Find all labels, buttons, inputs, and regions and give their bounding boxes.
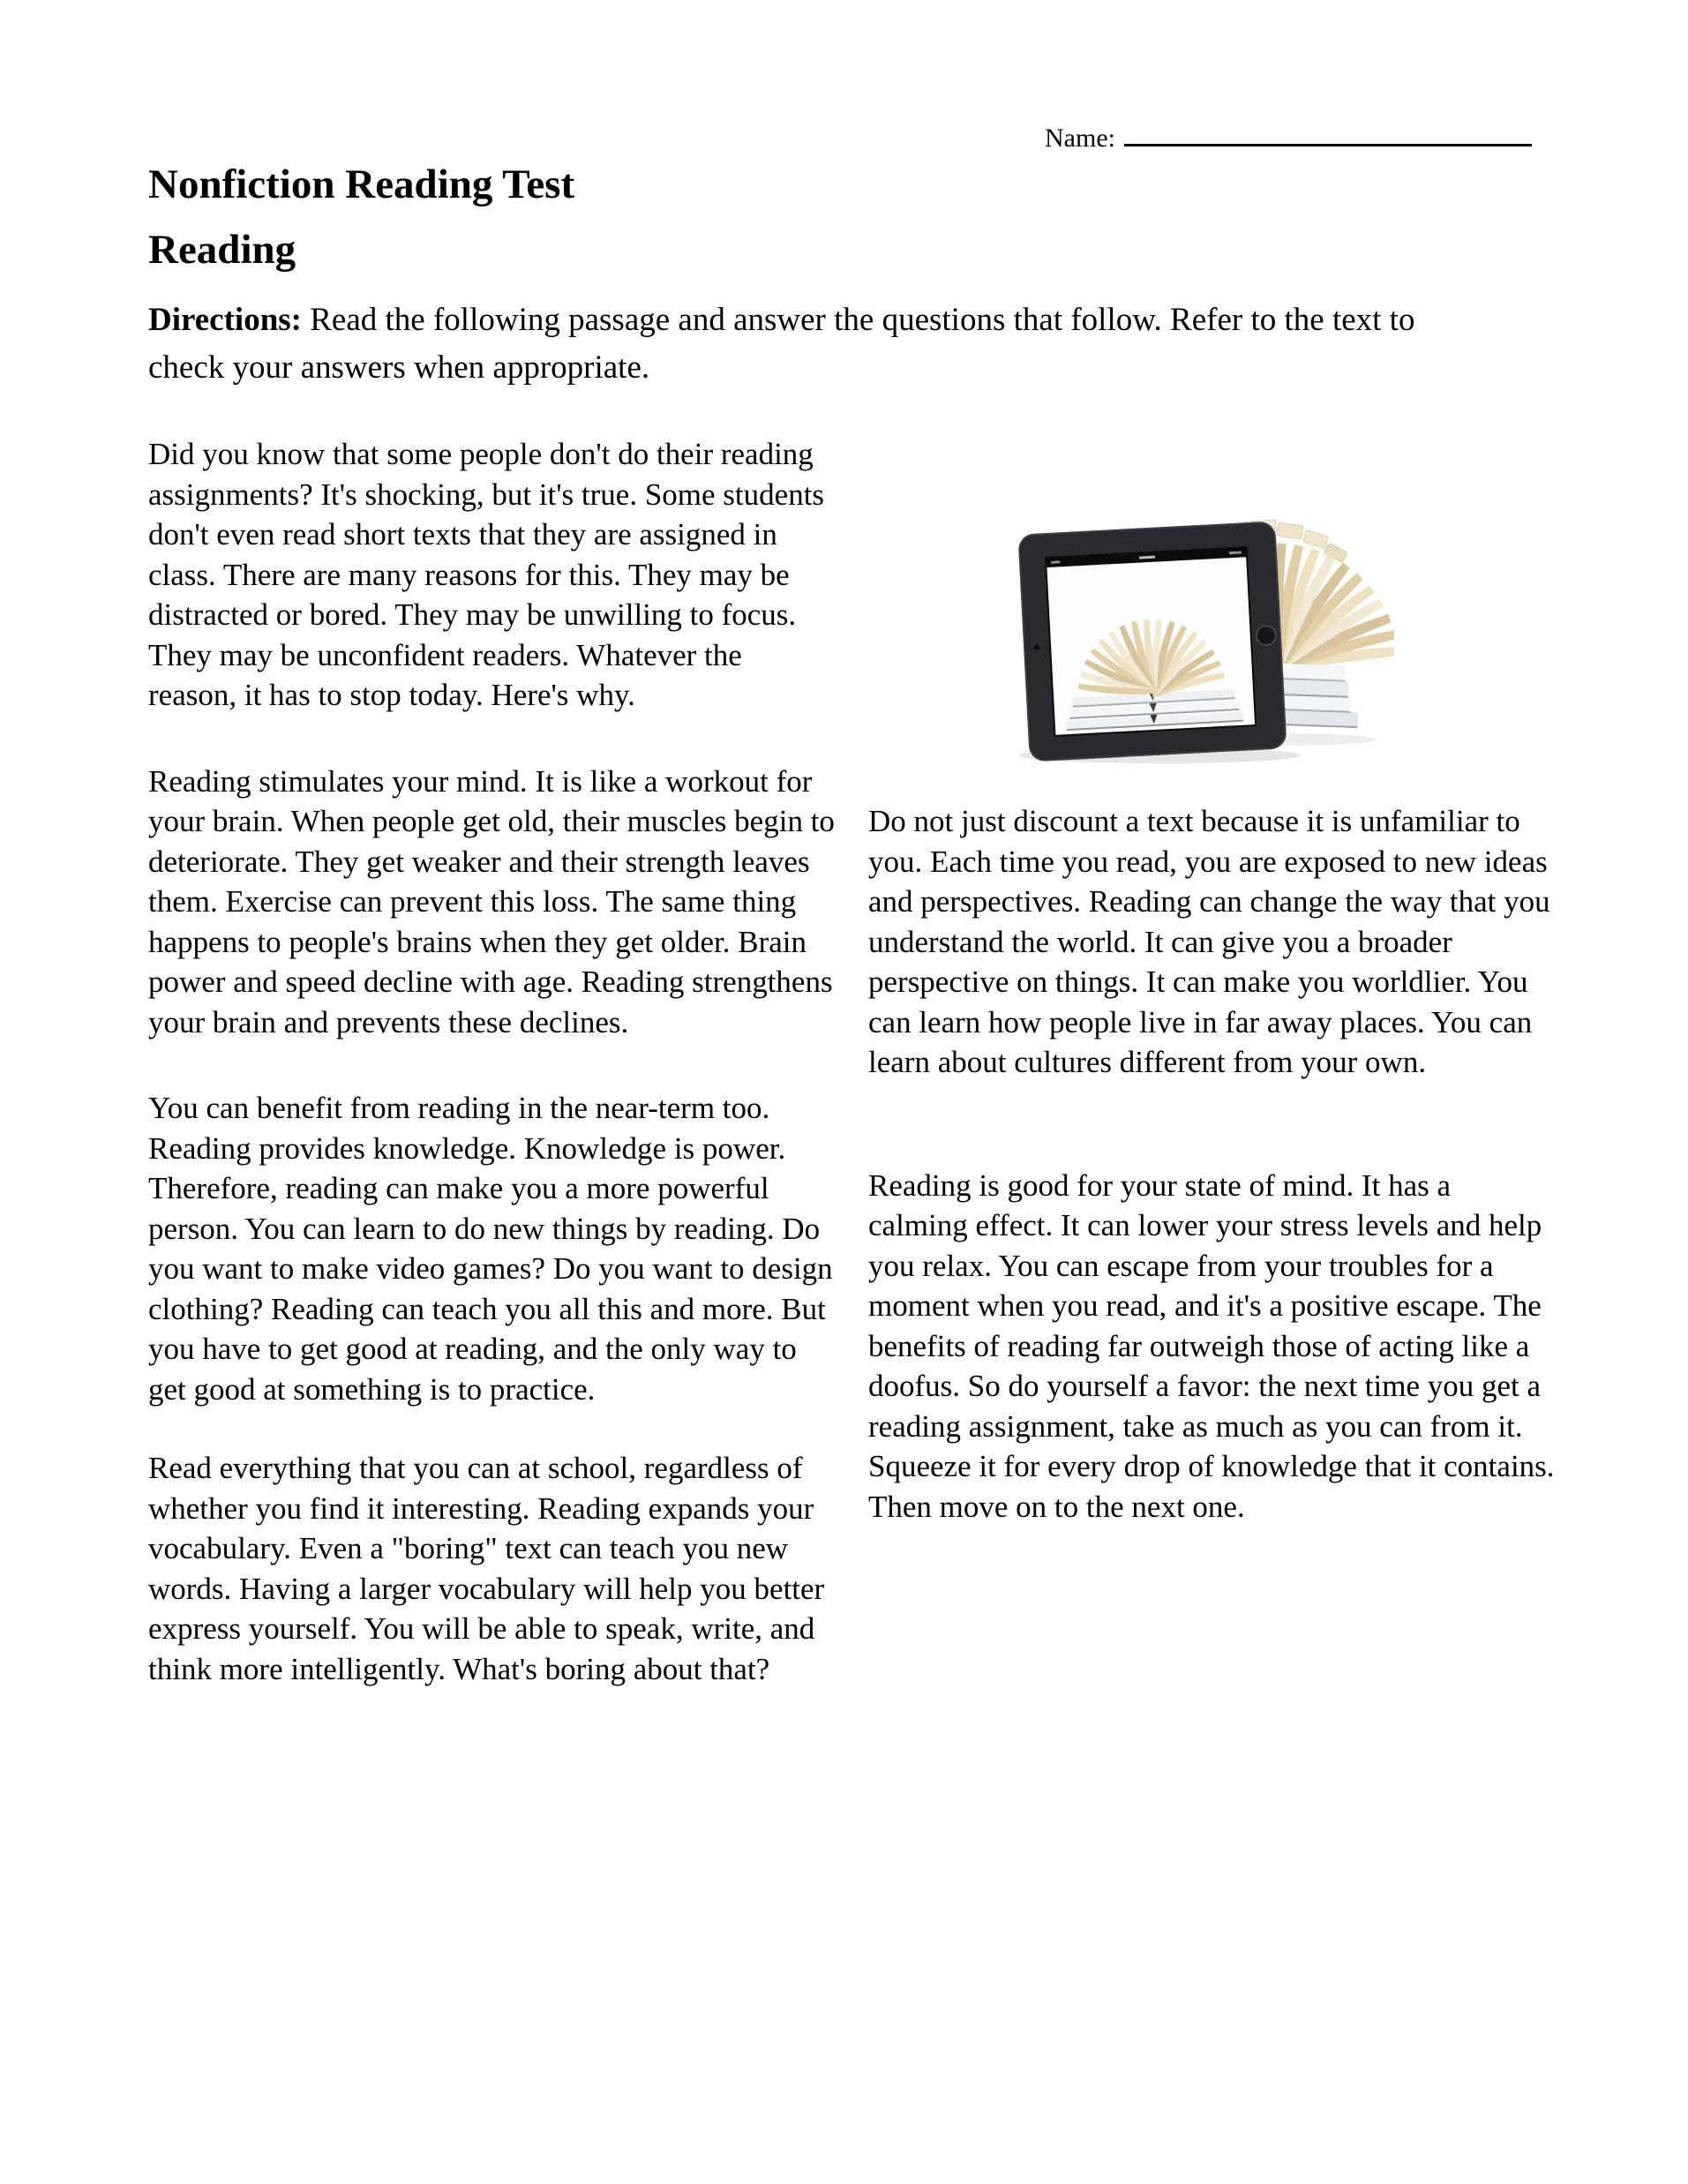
passage-right-column [868,434,1557,1689]
page-title [148,152,574,282]
directions-text: Read the following passage and answer the questions that follow. Refer to the text to check your answers when appropriate. [148,302,1415,386]
name-blank-line[interactable] [1124,116,1532,146]
passage-paragraph: You can benefit from reading in the near-term too. Reading provides knowledge. Knowledge is power. Therefore, reading can make you a more powerful person. You can learn to do new things by reading. Do you want to make video games? Do you want to design clothing? Reading can teach you all this and more. But you have to get good at reading, and the only way to get good at something is to practice. [148,1091,833,1407]
directions [148,296,1489,392]
name-label: Name: [1045,124,1115,153]
passage-columns [148,434,1557,1689]
passage-paragraph: Reading is good for your state of mind. It has a calming effect. It can lower your stress levels and help you relax. You can escape from your troubles for a moment when you read, and it's a positive escape. The benefits of reading far outweigh those of acting like a doofus. So do yourself a favor: the next time you get a reading assignment, take as much as you can from it. Squeeze it for every drop of knowledge that it contains. Then move on to the next one. [868,1167,1555,1524]
passage-left-column [148,434,837,1689]
tablet-books-illustration [1015,477,1394,768]
passage-paragraph: Did you know that some people don't do their reading assignments? It's shocking, but it's true. Some students don't even read short texts that they are assigned in class. There are many reasons for this. They may be distracted or bored. They may be unwilling to focus. They may be unconfident readers. Whatever the reason, it has to stop today. Here's why. [148,437,825,712]
page-title-line1: Nonfiction Reading Test [148,161,575,207]
home-button-icon [1256,626,1276,646]
passage-paragraph: Read everything that you can at school, regardless of whether you find it interesting. Reading expands your vocabulary. Even a "boring" text can teach you new words. Having a larger vocabulary will help you better express yourself. You will be able to speak, write, and think more intelligently. What's boring about that? [148,1451,825,1686]
directions-label: Directions: [148,302,302,338]
passage-paragraph: Do not just discount a text because it is unfamiliar to you. Each time you read, you are exposed to new ideas and perspectives. Reading can change the way that you understand the world. It can give you a broader perspective on things. It can make you worldlier. You can learn how people live in far away places. You can learn about cultures different from your own. [868,804,1550,1079]
page-title-line2: Reading [148,227,296,273]
tablet-and-books-image [1015,477,1394,768]
name-field [1045,116,1532,154]
passage-paragraph: Reading stimulates your mind. It is like a workout for your brain. When people get old, their muscles begin to deteriorate. They get weaker and their strength leaves them. Exercise can prevent this loss. The same thing happens to people's brains when they get older. Brain power and speed decline with age. Reading strengthens your brain and prevents these declines. [148,763,835,1039]
tablet [1017,521,1287,762]
